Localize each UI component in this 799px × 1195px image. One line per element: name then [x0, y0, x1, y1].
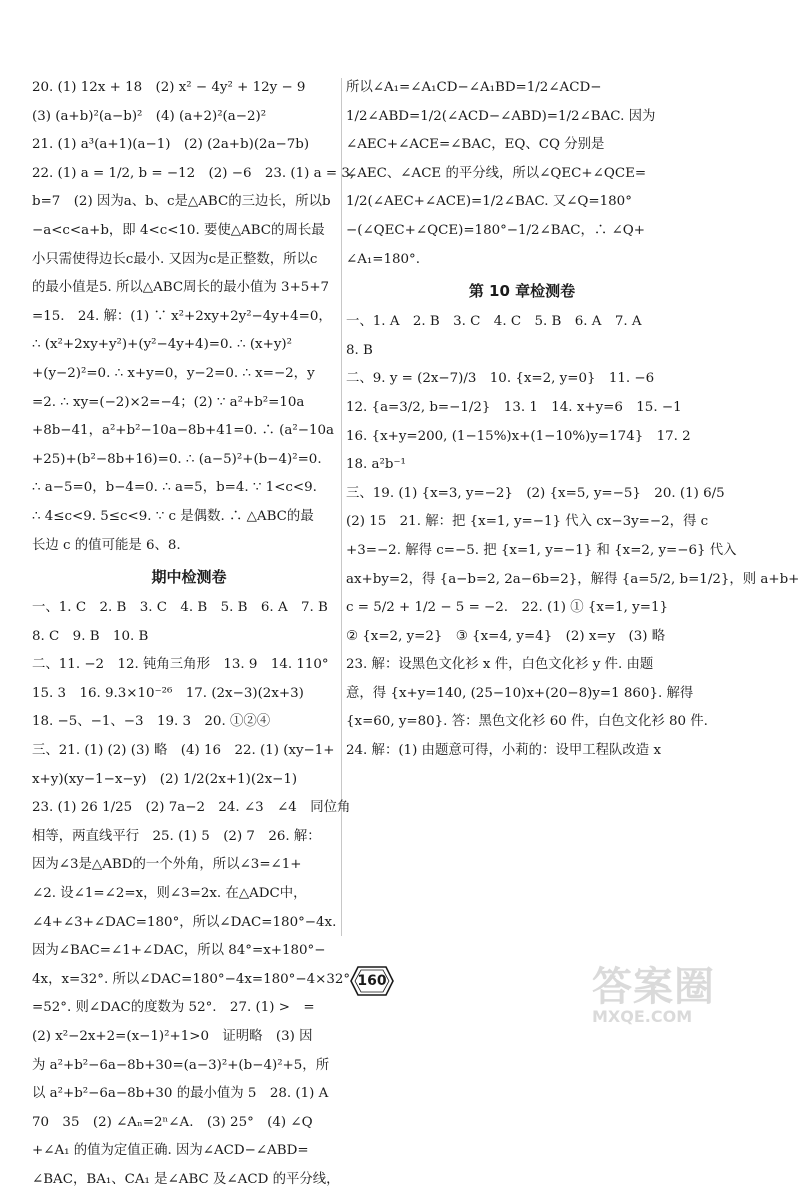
watermark-sub-text: MXQE.COM	[592, 1007, 693, 1026]
answer-line: =2. ∴ xy=(−2)×2=−4；(2) ∵ a²+b²=10a	[32, 394, 305, 410]
answer-line: =15. 24. 解：(1) ∵ x²+2xy+2y²−4y+4=0，	[32, 308, 332, 324]
answer-line: ∠A₁=180°.	[346, 251, 420, 267]
answer-line: 所以∠A₁=∠A₁CD−∠A₁BD=1/2∠ACD−	[346, 80, 602, 95]
watermark-logo	[592, 966, 742, 1028]
answer-line: ∠AEC、∠ACE 的平分线，所以∠QEC+∠QCE=	[346, 165, 647, 181]
page-number: 160	[357, 973, 387, 989]
answer-line: 23. (1) 26 1/25 (2) 7a−2 24. ∠3 ∠4 同位角	[32, 800, 351, 816]
answer-line: 以 a²+b²−6a−8b+30 的最小值为 5 28. (1) A	[32, 1086, 329, 1102]
answer-line: x+y)(xy−1−x−y) (2) 1/2(2x+1)(2x−1)	[32, 771, 298, 787]
answer-line: ∴ (x²+2xy+y²)+(y²−4y+4)=0. ∴ (x+y)²	[32, 337, 292, 353]
answer-line: 小只需使得边长c最小. 又因为c是正整数，所以c	[32, 251, 318, 267]
answer-line: (3) (a+b)²(a−b)² (4) (a+2)²(a−2)²	[32, 108, 267, 124]
answer-line: (2) 15 21. 解：把 {x=1, y=−1} 代入 cx−3y=−2，得 c	[346, 514, 709, 530]
answer-line: 21. (1) a³(a+1)(a−1) (2) (2a+b)(2a−7b)	[32, 137, 310, 153]
answer-line: 20. (1) 12x + 18 (2) x² − 4y² + 12y − 9	[32, 80, 306, 95]
chapter-10-answers-block	[346, 308, 799, 766]
answer-line: 的最小值是5. 所以△ABC周长的最小值为 3+5+7	[32, 280, 330, 296]
answer-line: 16. {x+y=200, (1−15%)x+(1−10%)y=174} 17. 2	[346, 428, 691, 444]
right-answers-block	[346, 74, 698, 274]
midterm-answers-block	[32, 594, 351, 1194]
answer-line: ∠BAC，BA₁、CA₁ 是∠ABC 及∠ACD 的平分线，	[32, 1171, 340, 1187]
answer-line: 三、19. (1) {x=3, y=−2} (2) {x=5, y=−5} 20. (1) 6/5	[346, 485, 725, 501]
answer-line: +8b−41，a²+b²−10a−8b+41=0. ∴ (a²−10a	[32, 423, 335, 439]
answer-line: 为 a²+b²−6a−8b+30=(a−3)²+(b−4)²+5，所	[32, 1057, 330, 1073]
answer-line: 4x，x=32°. 所以∠DAC=180°−4x=180°−4×32°	[32, 971, 351, 987]
page-number-badge	[350, 966, 394, 996]
answer-line: +3=−2. 解得 c=−5. 把 {x=1, y=−1} 和 {x=2, y=−6} 代入	[346, 542, 737, 558]
answer-line: 8. C 9. B 10. B	[32, 628, 149, 644]
answer-line: 二、9. y = (2x−7)/3 10. {x=2, y=0} 11. −6	[346, 371, 655, 387]
answer-line: ∠AEC+∠ACE=∠BAC，EQ、CQ 分别是	[346, 137, 605, 153]
answer-line: 23. 解：设黑色文化衫 x 件，白色文化衫 y 件. 由题	[346, 657, 654, 673]
answer-line: 二、11. −2 12. 钝角三角形 13. 9 14. 110°	[32, 657, 329, 673]
answer-line: 一、1. A 2. B 3. C 4. C 5. B 6. A 7. A	[346, 314, 642, 330]
answer-line: 22. (1) a = 1/2, b = −12 (2) −6 23. (1) a = 3,	[32, 165, 355, 181]
answer-line: 三、21. (1) (2) (3) 略 (4) 16 22. (1) (xy−1+	[32, 743, 335, 759]
answer-line: 意，得 {x+y=140, (25−10)x+(20−8)y=1 860}. 解得	[346, 685, 694, 701]
answer-line: 因为∠BAC=∠1+∠DAC，所以 84°=x+180°−	[32, 943, 326, 959]
answer-line: ∴ 4≤c<9. 5≤c<9. ∵ c 是偶数. ∴ △ABC的最	[32, 508, 314, 524]
answer-line: 一、1. C 2. B 3. C 4. B 5. B 6. A 7. B	[32, 600, 328, 616]
answer-line: c = 5/2 + 1/2 − 5 = −2. 22. (1) ① {x=1, y=1}	[346, 600, 669, 616]
answer-line: ② {x=2, y=2} ③ {x=4, y=4} (2) x=y (3) 略	[346, 628, 666, 644]
answer-line: ∠4+∠3+∠DAC=180°，所以∠DAC=180°−4x.	[32, 914, 337, 930]
answer-line: 1/2(∠AEC+∠ACE)=1/2∠BAC. 又∠Q=180°	[346, 194, 632, 210]
answer-line: =52°. 则∠DAC的度数为 52°. 27. (1) > =	[32, 1000, 315, 1016]
answer-line: +∠A₁ 的值为定值正确. 因为∠ACD−∠ABD=	[32, 1143, 309, 1159]
right-column	[346, 74, 799, 766]
answer-line: 8. B	[346, 342, 373, 358]
answer-line: +25)+(b²−8b+16)=0. ∴ (a−5)²+(b−4)²=0.	[32, 451, 322, 467]
answer-line: ∴ a−5=0，b−4=0. ∴ a=5，b=4. ∵ 1<c<9.	[32, 480, 317, 496]
answer-line: 长边 c 的值可能是 6、8.	[32, 537, 181, 553]
left-column	[32, 74, 355, 1195]
answer-line: +(y−2)²=0. ∴ x+y=0，y−2=0. ∴ x=−2，y	[32, 365, 315, 381]
answer-line: 因为∠3是△ABD的一个外角，所以∠3=∠1+	[32, 857, 302, 873]
answer-line: 15. 3 16. 9.3×10⁻²⁶ 17. (2x−3)(2x+3)	[32, 685, 304, 701]
answer-line: 24. 解：(1) 由题意可得，小莉的：设甲工程队改造 x	[346, 743, 662, 759]
answer-line: −(∠QEC+∠QCE)=180°−1/2∠BAC，∴ ∠Q+	[346, 222, 646, 238]
answer-line: b=7 (2) 因为a、b、c是△ABC的三边长，所以b	[32, 194, 331, 210]
answer-line: 12. {a=3/2, b=−1/2} 13. 1 14. x+y=6 15. −1	[346, 399, 682, 415]
answer-line: ax+by=2，得 {a−b=2, 2a−6b=2}，解得 {a=5/2, b=1/2}，则 a+b+	[346, 571, 799, 587]
answer-line: 相等，两直线平行 25. (1) 5 (2) 7 26. 解：	[32, 828, 321, 844]
answer-line: ∠2. 设∠1=∠2=x，则∠3=2x. 在△ADC中，	[32, 886, 307, 902]
answer-line: 18. −5、−1、−3 19. 3 20. ①②④	[32, 714, 271, 730]
answer-line: 1/2∠ABD=1/2(∠ACD−∠ABD)=1/2∠BAC. 因为	[346, 108, 656, 124]
answer-line: 70 35 (2) ∠Aₙ=2ⁿ∠A. (3) 25° (4) ∠Q	[32, 1114, 313, 1130]
answer-line: (2) x²−2x+2=(x−1)²+1>0 证明略 (3) 因	[32, 1029, 313, 1044]
answer-line: 18. a²b⁻¹	[346, 457, 406, 473]
left-answers-block	[32, 74, 355, 560]
watermark-main-text: 答案圈	[592, 964, 715, 1010]
answer-line: {x=60, y=80}. 答：黑色文化衫 60 件，白色文化衫 80 件.	[346, 714, 708, 730]
chapter-10-test-heading: 第 10 章检测卷	[468, 282, 576, 301]
midterm-test-heading: 期中检测卷	[151, 568, 227, 587]
answer-line: −a<c<a+b，即 4<c<10. 要使△ABC的周长最	[32, 222, 325, 238]
